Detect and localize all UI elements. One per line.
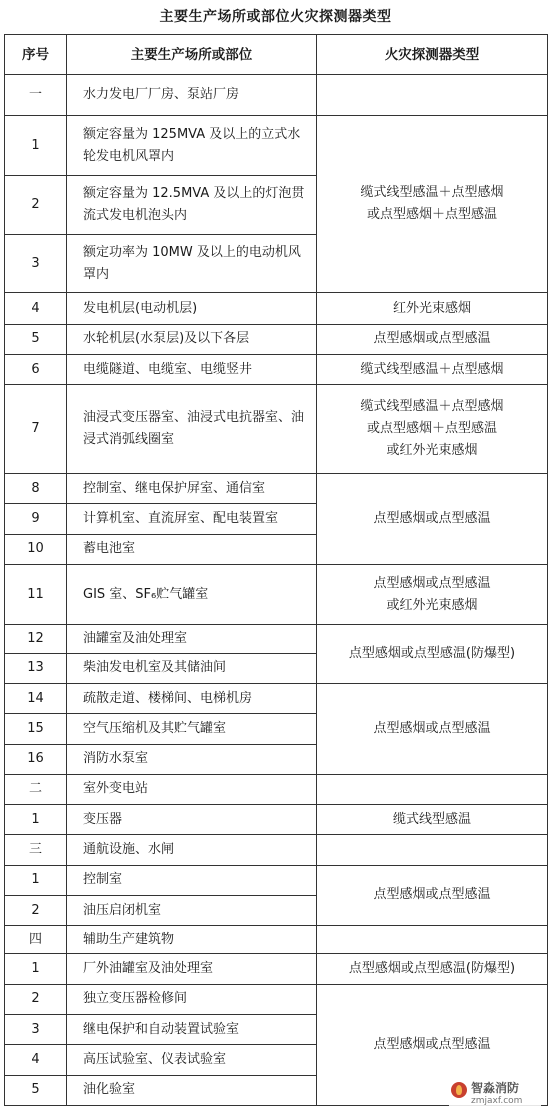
detector-cell: 点型感烟或点型感温(防爆型) bbox=[317, 954, 548, 984]
row-number: 8 bbox=[5, 474, 67, 504]
row-number: 1 bbox=[5, 115, 67, 176]
detector-cell: 点型感烟或点型感温 bbox=[317, 683, 548, 774]
detector-cell bbox=[317, 564, 548, 625]
detector-line: 缆式线型感温＋点型感烟 bbox=[360, 185, 504, 201]
table-caption: 主要生产场所或部位火灾探测器类型 bbox=[159, 9, 392, 25]
row-number: 2 bbox=[5, 895, 67, 925]
watermark bbox=[449, 1077, 541, 1111]
row-number: 1 bbox=[5, 805, 67, 835]
table-row bbox=[5, 385, 548, 474]
row-location: 厂外油罐室及油处理室 bbox=[67, 954, 317, 984]
watermark-url: zmjaxf.com bbox=[471, 1096, 523, 1106]
table-row bbox=[5, 926, 548, 954]
flame-logo-icon bbox=[451, 1082, 467, 1098]
table-row bbox=[5, 115, 548, 176]
header-row bbox=[5, 35, 548, 75]
row-location: 空气压缩机及其贮气罐室 bbox=[67, 714, 317, 744]
row-location: 独立变压器检修间 bbox=[67, 984, 317, 1014]
detector-cell: 点型感烟或点型感温 bbox=[317, 984, 548, 1105]
row-number: 13 bbox=[5, 653, 67, 683]
detector-cell-empty bbox=[317, 75, 548, 115]
detector-cell-empty bbox=[317, 926, 548, 954]
table-row bbox=[5, 984, 548, 1014]
row-location: 油浸式变压器室、油浸式电抗器室、油浸式消弧线圈室 bbox=[67, 385, 317, 474]
row-number: 11 bbox=[5, 564, 67, 625]
row-location: 水轮机层(水泵层)及以下各层 bbox=[67, 324, 317, 354]
detector-cell: 点型感烟或点型感温 bbox=[317, 324, 548, 354]
detector-line: 或点型感烟＋点型感温 bbox=[366, 421, 497, 437]
row-location: 额定功率为 10MW 及以上的电动机风罩内 bbox=[67, 234, 317, 293]
row-location: 高压试验室、仪表试验室 bbox=[67, 1045, 317, 1075]
row-location: 电缆隧道、电缆室、电缆竖井 bbox=[67, 354, 317, 384]
detector-cell-empty bbox=[317, 835, 548, 865]
row-number: 2 bbox=[5, 176, 67, 235]
row-location: 变压器 bbox=[67, 805, 317, 835]
row-location: 疏散走道、楼梯间、电梯机房 bbox=[67, 683, 317, 713]
row-number: 12 bbox=[5, 625, 67, 653]
row-number: 二 bbox=[5, 774, 67, 804]
row-number: 10 bbox=[5, 534, 67, 564]
watermark-name: 智淼消防 bbox=[471, 1081, 520, 1095]
row-location: 蓄电池室 bbox=[67, 534, 317, 564]
row-number: 1 bbox=[5, 954, 67, 984]
row-number: 三 bbox=[5, 835, 67, 865]
row-location: 计算机室、直流屏室、配电装置室 bbox=[67, 504, 317, 534]
table-row bbox=[5, 75, 548, 115]
table-row bbox=[5, 564, 548, 625]
row-number: 1 bbox=[5, 865, 67, 895]
detector-cell: 缆式线型感温＋点型感烟 bbox=[317, 354, 548, 384]
table-row bbox=[5, 805, 548, 835]
row-location: 辅助生产建筑物 bbox=[67, 926, 317, 954]
table-row bbox=[5, 865, 548, 895]
row-number: 15 bbox=[5, 714, 67, 744]
row-location: 额定容量为 12.5MVA 及以上的灯泡贯流式发电机泡头内 bbox=[67, 176, 317, 235]
detector-type-table bbox=[4, 34, 548, 1106]
detector-cell bbox=[317, 385, 548, 474]
row-number: 14 bbox=[5, 683, 67, 713]
detector-cell: 点型感烟或点型感温(防爆型) bbox=[317, 625, 548, 684]
detector-line: 或点型感烟＋点型感温 bbox=[366, 207, 497, 223]
detector-cell: 缆式线型感温 bbox=[317, 805, 548, 835]
row-number: 5 bbox=[5, 1075, 67, 1105]
table-row bbox=[5, 774, 548, 804]
table-row bbox=[5, 324, 548, 354]
table-row bbox=[5, 625, 548, 653]
detector-line: 或红外光束感烟 bbox=[386, 597, 478, 613]
row-location: 油罐室及油处理室 bbox=[67, 625, 317, 653]
row-number: 4 bbox=[5, 293, 67, 324]
row-number: 9 bbox=[5, 504, 67, 534]
row-number: 5 bbox=[5, 324, 67, 354]
detector-line: 缆式线型感温＋点型感烟 bbox=[360, 399, 504, 415]
row-location: 继电保护和自动装置试验室 bbox=[67, 1015, 317, 1045]
row-number: 7 bbox=[5, 385, 67, 474]
row-location: 油压启闭机室 bbox=[67, 895, 317, 925]
row-location: 控制室、继电保护屏室、通信室 bbox=[67, 474, 317, 504]
row-location: 室外变电站 bbox=[67, 774, 317, 804]
header-location: 主要生产场所或部位 bbox=[67, 35, 317, 75]
row-location: 发电机层(电动机层) bbox=[67, 293, 317, 324]
table-row bbox=[5, 474, 548, 504]
row-number: 16 bbox=[5, 744, 67, 774]
table-row bbox=[5, 683, 548, 713]
row-number: 4 bbox=[5, 1045, 67, 1075]
table-row bbox=[5, 835, 548, 865]
detector-line: 或红外光束感烟 bbox=[386, 443, 478, 459]
detector-cell: 点型感烟或点型感温 bbox=[317, 865, 548, 926]
detector-line: 点型感烟或点型感温 bbox=[373, 575, 491, 591]
row-location: 水力发电厂厂房、泵站厂房 bbox=[67, 75, 317, 115]
table-row bbox=[5, 954, 548, 984]
row-number: 3 bbox=[5, 1015, 67, 1045]
detector-cell: 点型感烟或点型感温 bbox=[317, 474, 548, 565]
row-location: 控制室 bbox=[67, 865, 317, 895]
row-location: GIS 室、SF₆贮气罐室 bbox=[67, 564, 317, 625]
row-number: 一 bbox=[5, 75, 67, 115]
detector-cell-empty bbox=[317, 774, 548, 804]
row-number: 四 bbox=[5, 926, 67, 954]
row-location: 额定容量为 125MVA 及以上的立式水轮发电机风罩内 bbox=[67, 115, 317, 176]
row-number: 6 bbox=[5, 354, 67, 384]
row-number: 2 bbox=[5, 984, 67, 1014]
header-detector: 火灾探测器类型 bbox=[317, 35, 548, 75]
table-row bbox=[5, 293, 548, 324]
row-number: 3 bbox=[5, 234, 67, 293]
table-row bbox=[5, 354, 548, 384]
row-location: 通航设施、水闸 bbox=[67, 835, 317, 865]
detector-cell: 红外光束感烟 bbox=[317, 293, 548, 324]
row-location: 消防水泵室 bbox=[67, 744, 317, 774]
row-location: 柴油发电机室及其储油间 bbox=[67, 653, 317, 683]
header-no: 序号 bbox=[5, 35, 67, 75]
detector-cell bbox=[317, 115, 548, 293]
row-location: 油化验室 bbox=[67, 1075, 317, 1105]
